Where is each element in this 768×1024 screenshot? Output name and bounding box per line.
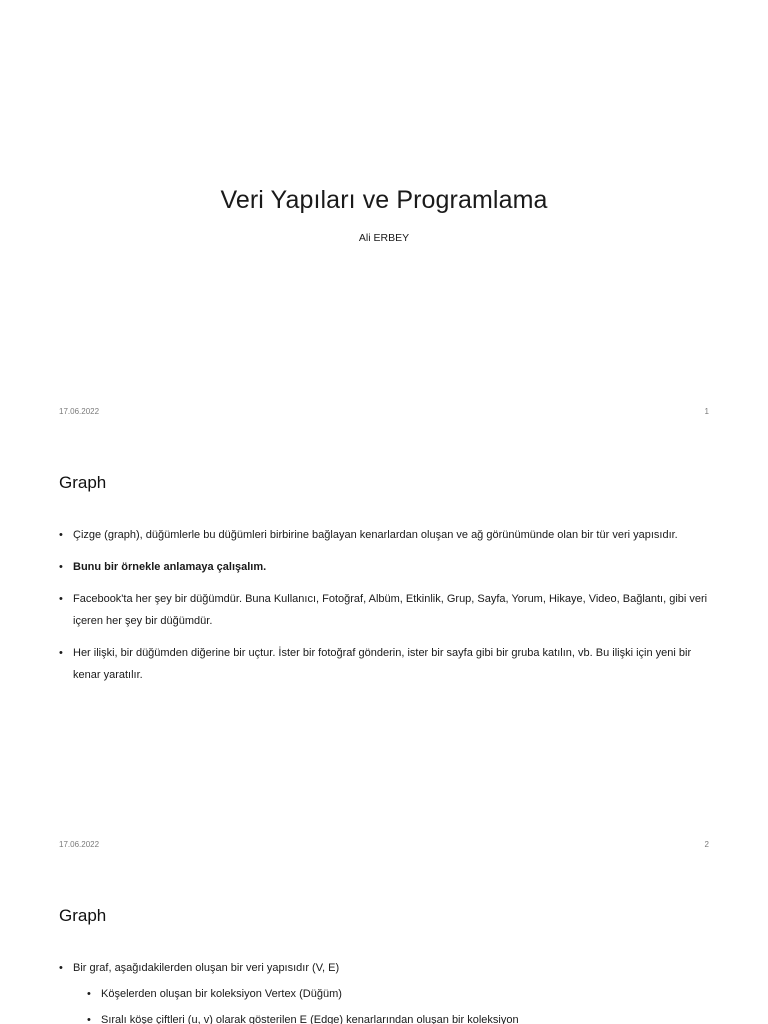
slide-heading: Graph — [59, 906, 107, 925]
bullet-icon: • — [87, 988, 91, 1000]
presentation-title: Veri Yapıları ve Programlama — [220, 186, 548, 214]
list-item: • Bunu bir örnekle anlamaya çalışalım. — [59, 556, 709, 578]
bullet-icon: • — [59, 647, 63, 659]
slide-3 — [0, 866, 768, 1024]
list-item: • Her ilişki, bir düğümden diğerine bir uçtur. İster bir fotoğraf gönderin, ister bir sayfa gibi bir gruba katılın, vb. Bu ilişki için yeni bir kenar yaratılır. — [59, 642, 709, 686]
sub-list-item: • Sıralı köşe çiftleri (u, v) olarak gösterilen E (Edge) kenarlarından oluşan bir koleksiyon — [87, 1009, 709, 1024]
list-item: • Çizge (graph), düğümlerle bu düğümleri birbirine bağlayan kenarlardan oluşan ve ağ görünümünde olan bir tür veri yapısıdır. — [59, 524, 709, 546]
slide-1 — [0, 0, 768, 433]
bullet-list — [59, 957, 709, 1024]
author-name: Ali ERBEY — [358, 232, 410, 244]
bullet-icon: • — [59, 962, 63, 974]
bullet-icon: • — [59, 529, 63, 541]
bullet-icon: • — [87, 1014, 91, 1024]
slide-2 — [0, 433, 768, 866]
list-item: • Facebook'ta her şey bir düğümdür. Buna Kullanıcı, Fotoğraf, Albüm, Etkinlik, Grup, Sayfa, Yorum, Hikaye, Video, Bağlantı, gibi veri içeren her şey bir düğümdür. — [59, 588, 709, 632]
list-item: • Bir graf, aşağıdakilerden oluşan bir veri yapısıdır (V, E) — [59, 957, 709, 979]
slide-number: 1 — [704, 407, 709, 416]
slide-heading: Graph — [59, 473, 107, 492]
slide-date: 17.06.2022 — [59, 840, 100, 849]
bullet-list — [59, 524, 709, 686]
slide-number: 2 — [704, 840, 709, 849]
slide-date: 17.06.2022 — [59, 407, 100, 416]
sub-list-item: • Köşelerden oluşan bir koleksiyon Vertex (Düğüm) — [87, 983, 709, 1005]
bullet-icon: • — [59, 593, 63, 605]
bullet-icon: • — [59, 561, 63, 573]
